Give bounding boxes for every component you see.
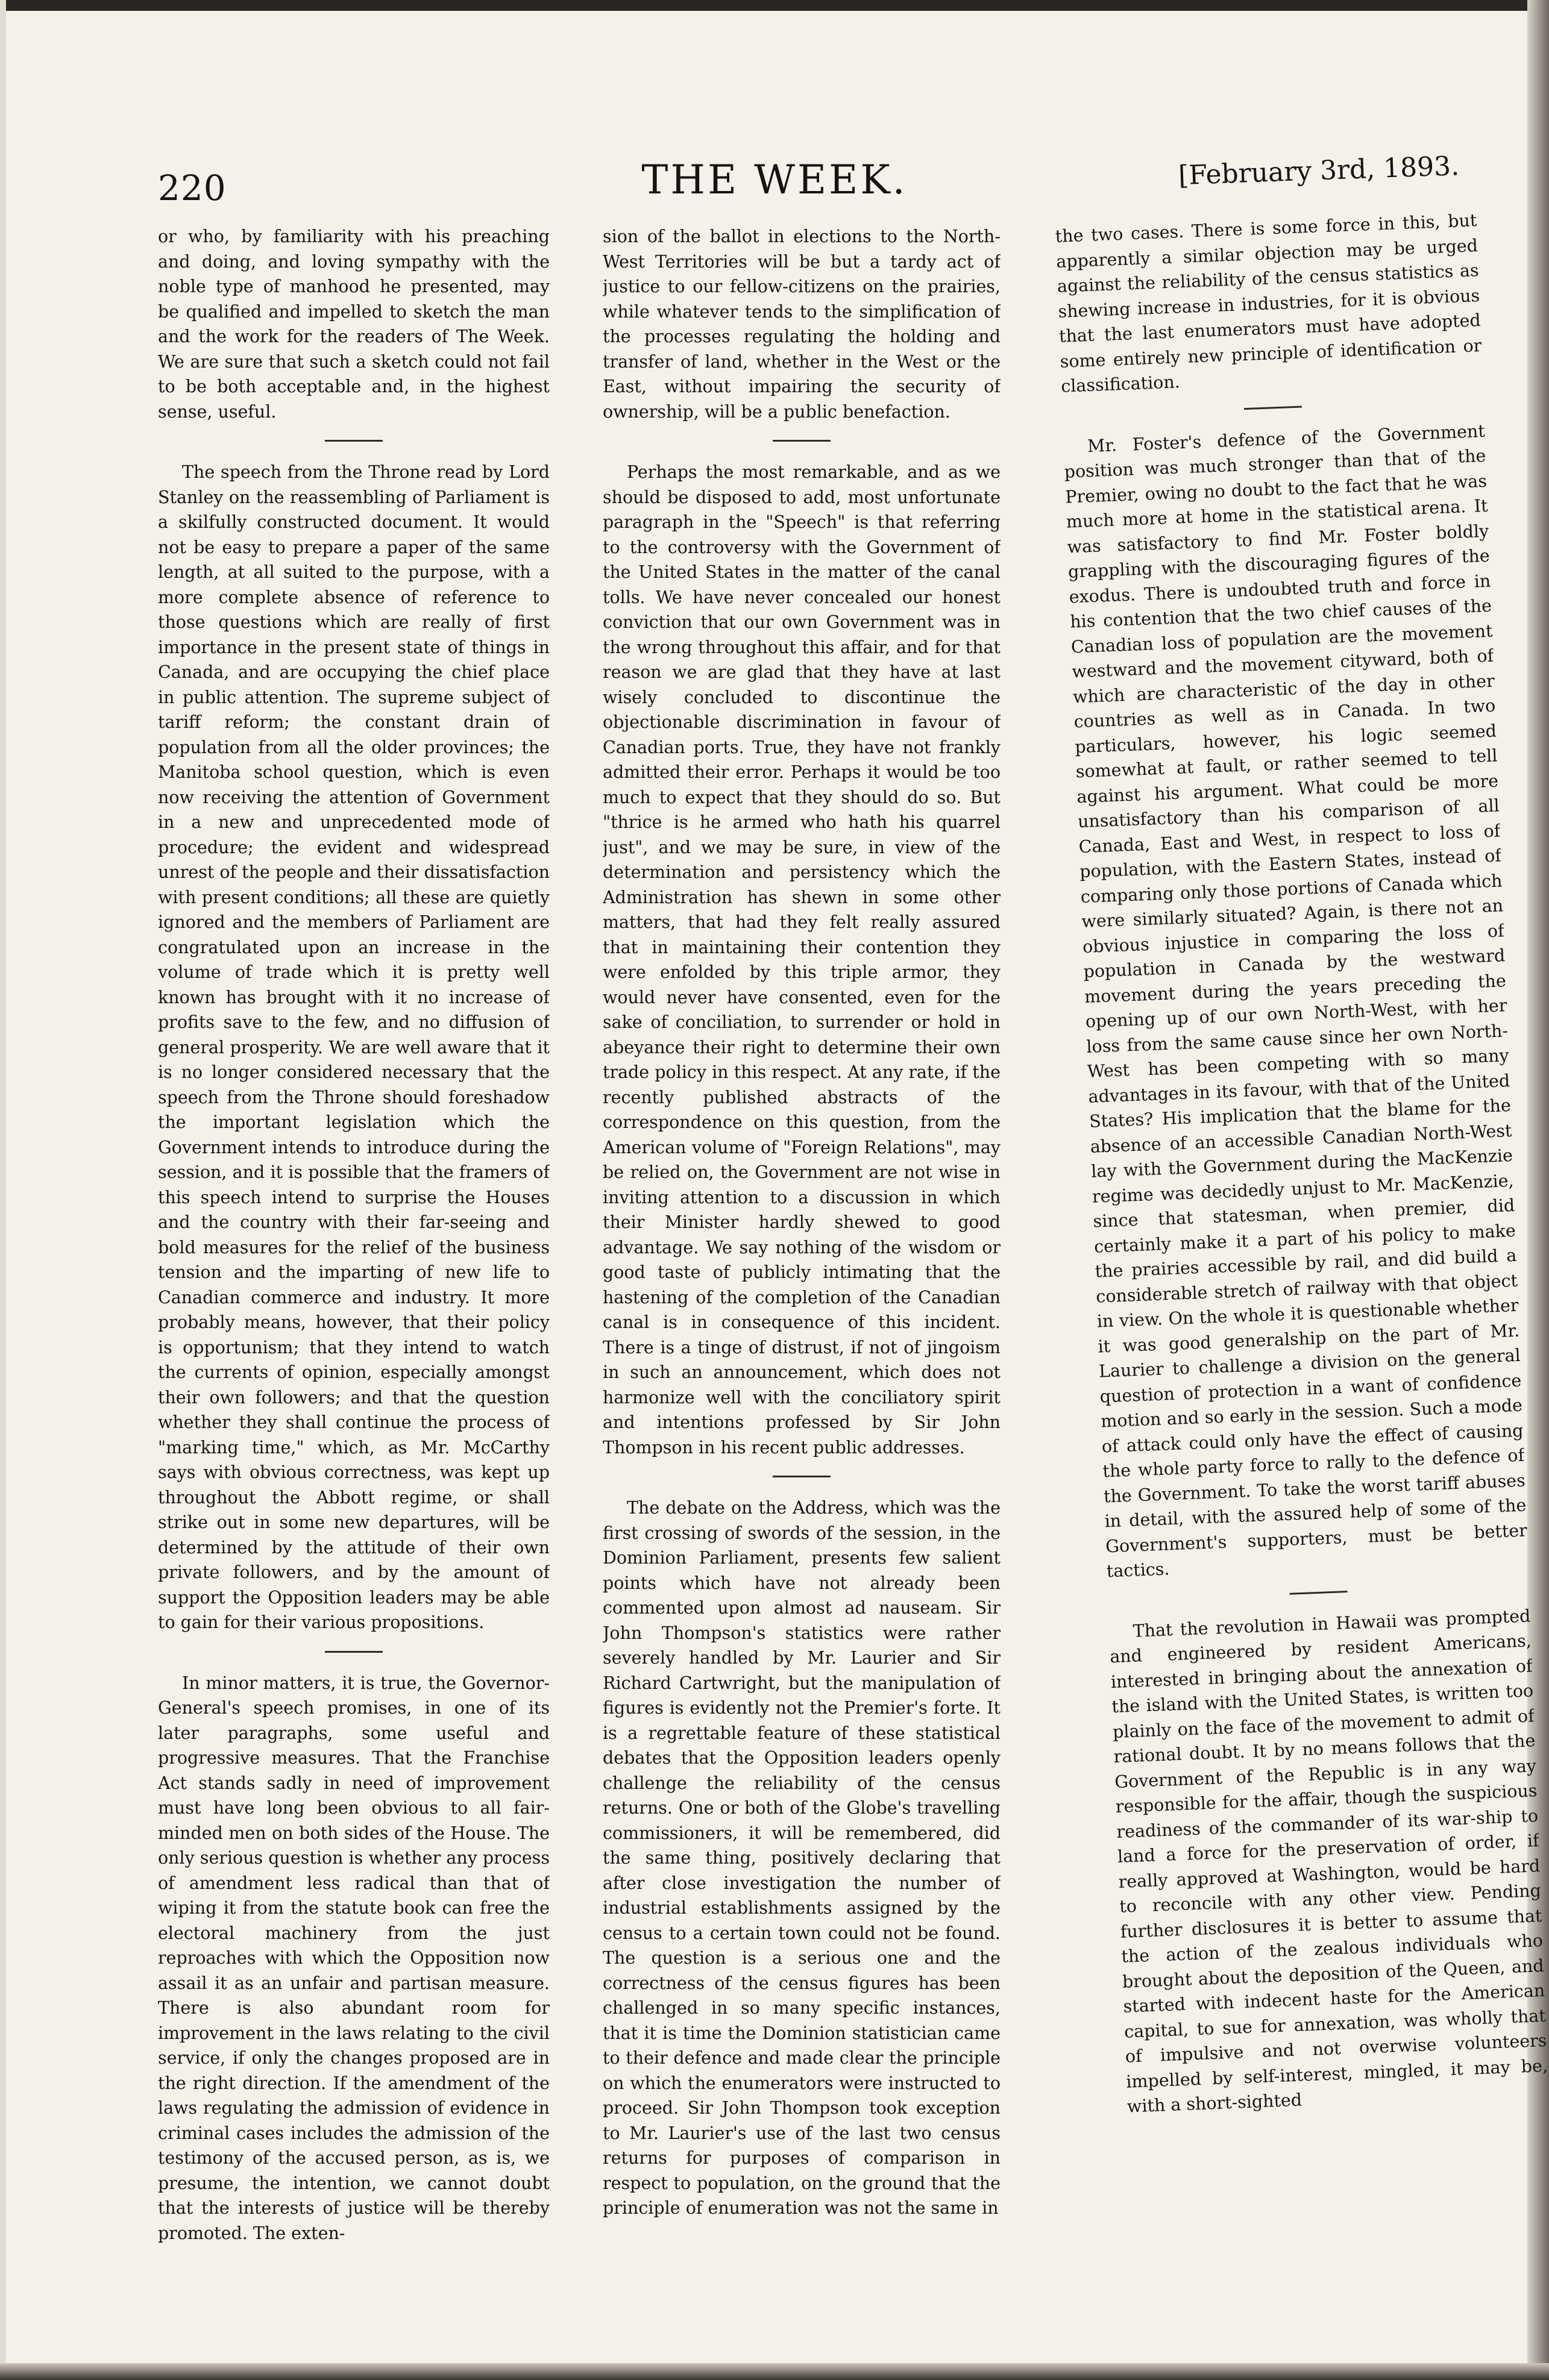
section-divider — [1244, 406, 1302, 410]
section-divider — [773, 1476, 831, 1477]
page-number: 220 — [158, 168, 227, 208]
paragraph: The speech from the Throne read by Lord Stanley on the reassembling of Parliament is a skilfully constructed document. It would not be easy to prepare a paper of the same length, at all suited to the purpose, with a more complete absence of reference to those questions which are really of first importance in the present state of things in Canada, and are occupying the chief place in public attention. The supreme subject of tariff reform; the constant drain of population from all the older provinces; the Manitoba school question, which is even now receiving the attention of Government in a new and unprecedented mode of procedure; the evident and widespread unrest of the people and their dissatisfaction with present conditions; all these are quietly ignored and the members of Parliament are congratulated upon an increase in the volume of trade which it is pretty well known has brought with it no increase of profits save to the few, and no diffusion of general prosperity. We are well aware that it is no longer considered necessary that the speech from the Throne should foreshadow the important legislation which the Government intends to introduce during the session, and it is possible that the framers of this speech intend to surprise the Houses and the country with their far-seeing and bold measures for the relief of the business tension and the imparting of new life to Canadian commerce and industry. It more probably means, however, that their policy is opportunism; that they intend to watch the currents of opinion, especially amongst their own followers; and that the question whether they shall continue the process of "marking time," which, as Mr. McCarthy says with obvious correctness, was kept up throughout the Abbott regime, or shall strike out in some new departures, will be determined by the attitude of their own private followers, and by the amount of support the Opposition leaders may be able to gain for their various propositions. — [158, 462, 550, 1632]
section-divider — [325, 440, 383, 442]
paragraph: Perhaps the most remarkable, and as we should be disposed to add, most unfortunate paragraph in the "Speech" is that referring to the controversy with the Government of the United States in the matter of the canal tolls. We have never concealed our honest conviction that our own Government was in the wrong throughout this affair, and for that reason we are glad that they have at last wisely concluded to discontinue the objectionable discrimination in favour of Canadian ports. True, they have not frankly admitted their error. Perhaps it would be too much to expect that they should do so. But "thrice is he armed who hath his quarrel just", and we may be sure, in view of the determination and persistency which the Administration has shewn in some other matters, that had they felt really assured that in maintaining their contention they were enfolded by this triple armor, they would never have consented, even for the sake of conciliation, to surrender or hold in abeyance their right to determine their own trade policy in this respect. At any rate, if the recently published abstracts of the correspondence on this question, from the American volume of "Foreign Relations", may be relied on, the Government are not wise in inviting attention to a discussion in which their Minister hardly shewed to good advantage. We say nothing of the wisdom or good taste of publicly intimating that the hastening of the completion of the Canadian canal is in consequence of this incident. There is a tinge of distrust, if not of jingoism in such an announcement, which does not harmonize well with the conciliatory spirit and intentions professed by Sir John Thompson in his recent public addresses. — [603, 462, 1001, 1458]
paragraph: In minor matters, it is true, the Governor-General's speech promises, in one of its later paragraphs, some useful and progressive measures. That the Franchise Act stands sadly in need of improvement must have long been obvious to all fair-minded men on both sides of the House. The only serious question is whether any process of amendment less radical than that of wiping it from the statute book can free the electoral machinery from the just reproaches with which the Opposition now assail it as an unfair and partisan measure. There is also abundant room for improvement in the laws relating to the civil service, if only the changes proposed are in the right direction. If the amendment of the laws regulating the admission of evidence in criminal cases includes the admission of the testimony of the accused person, as is, we presume, the intention, we cannot doubt that the interests of justice will be thereby promoted. The exten- — [158, 1673, 550, 2243]
paragraph: the two cases. There is some force in this, but apparently a similar objection may be urged against the reliability of the census statistics as shewing increase in industries, for it is obvious that the last enumerators must have adopted some entirely new principle of identification or classification. — [1055, 210, 1482, 396]
section-divider — [325, 1651, 383, 1653]
paragraph: That the revolution in Hawaii was prompted and engineered by resident Americans, interested in bringing about the annexation of the island with the United States, is written too plainly on the face of the movement to admit of rational doubt. It by no means follows that the Government of the Republic is in any way responsible for the affair, though the suspicious readiness of the commander of its war-ship to land a force for the preservation of order, if really approved at Washington, would be hard to reconcile with any other view. Pending further disclosures it is better to assume that the action of the zealous individuals who brought about the deposition of the Queen, and started with indecent haste for the American capital, to sue for annexation, was wholly that of impulsive and not overwise volunteers impelled by self-interest, mingled, it may be, with a short-sighted — [1109, 1605, 1548, 2117]
scan-edge-top — [0, 0, 1549, 11]
scan-edge-bottom — [0, 2363, 1549, 2380]
section-divider — [773, 440, 831, 442]
article-column-3 — [1055, 208, 1549, 2331]
paragraph: Mr. Foster's defence of the Government position was much stronger than that of the Premier, owing no doubt to the fact that he was much more at home in the statistical arena. It was satisfactory to find Mr. Foster boldly grappling with the discouraging figures of the exodus. There is undoubted truth and force in his contention that the two chief causes of the Canadian loss of population are the movement westward and the movement cityward, both of which are characteristic of the day in other countries as well as in Canada. In two particulars, however, his logic seemed somewhat at fault, or rather seemed to tell against his argument. What could be more unsatisfactory than his comparison of all Canada, East and West, in respect to loss of population, with the Eastern States, instead of comparing only those portions of Canada which were similarly situated? Again, is there not an obvious injustice in comparing the loss of population in Canada by the westward movement during the years preceding the opening up of our own North-West, with her loss from the same cause since her own North-West has been competing with so many advantages in its favour, with that of the United States? His implication that the blame for the absence of an accessible Canadian North-West lay with the Government during the MacKenzie regime was decidedly unjust to Mr. MacKenzie, since that statesman, when premier, did certainly make it a part of his policy to make the prairies accessible by rail, and did build a considerable stretch of railway with that object in view. On the whole it is questionable whether it was good generalship on the part of Mr. Laurier to challenge a division on the general question of protection in a want of confidence motion and so early in the session. Such a mode of attack could only have the effect of causing the whole party force to rally to the defence of the Government. To take the worst tariff abuses in detail, with the assured help of some of the Government's supporters, must be better tactics. — [1064, 421, 1528, 1582]
article-column-2 — [603, 224, 1001, 2333]
issue-date: [February 3rd, 1893. — [1178, 151, 1460, 192]
masthead-title: THE WEEK. — [641, 157, 908, 203]
scan-edge-left — [0, 0, 6, 2380]
paragraph: or who, by familiarity with his preaching and doing, and loving sympathy with the noble type of manhood he presented, may be qualified and impelled to sketch the man and the work for the readers of The Week. We are sure that such a sketch could not fail to be both acceptable and, in the highest sense, useful. — [158, 227, 550, 422]
paragraph: sion of the ballot in elections to the North-West Territories will be but a tardy act of justice to our fellow-citizens on the prairies, while whatever tends to the simplification of the processes regulating the holding and transfer of land, whether in the West or the East, without impairing the security of ownership, will be a public benefaction. — [603, 227, 1001, 422]
article-column-1 — [158, 224, 550, 2333]
paragraph: The debate on the Address, which was the first crossing of swords of the session, in the Dominion Parliament, presents few salient points which have not already been commented upon almost ad nauseam. Sir John Thompson's statistics were rather severely handled by Mr. Laurier and Sir Richard Cartwright, but the manipulation of figures is evidently not the Premier's forte. It is a regrettable feature of these statistical debates that the Opposition leaders openly challenge the reliability of the census returns. One or both of the Globe's travelling commissioners, it will be remembered, did the same thing, positively declaring that after close investigation the number of industrial establishments assigned by the census to a certain town could not be found. The question is a serious one and the correctness of the census figures has been challenged in so many specific instances, that it is time the Dominion statistician came to their defence and made clear the principle on which the enumerators were instructed to proceed. Sir John Thompson took exception to Mr. Laurier's use of the last two census returns for purposes of comparison in respect to population, on the ground that the principle of enumeration was not the same in — [603, 1498, 1001, 2218]
section-divider — [1289, 1591, 1347, 1595]
page-header — [0, 151, 1549, 211]
